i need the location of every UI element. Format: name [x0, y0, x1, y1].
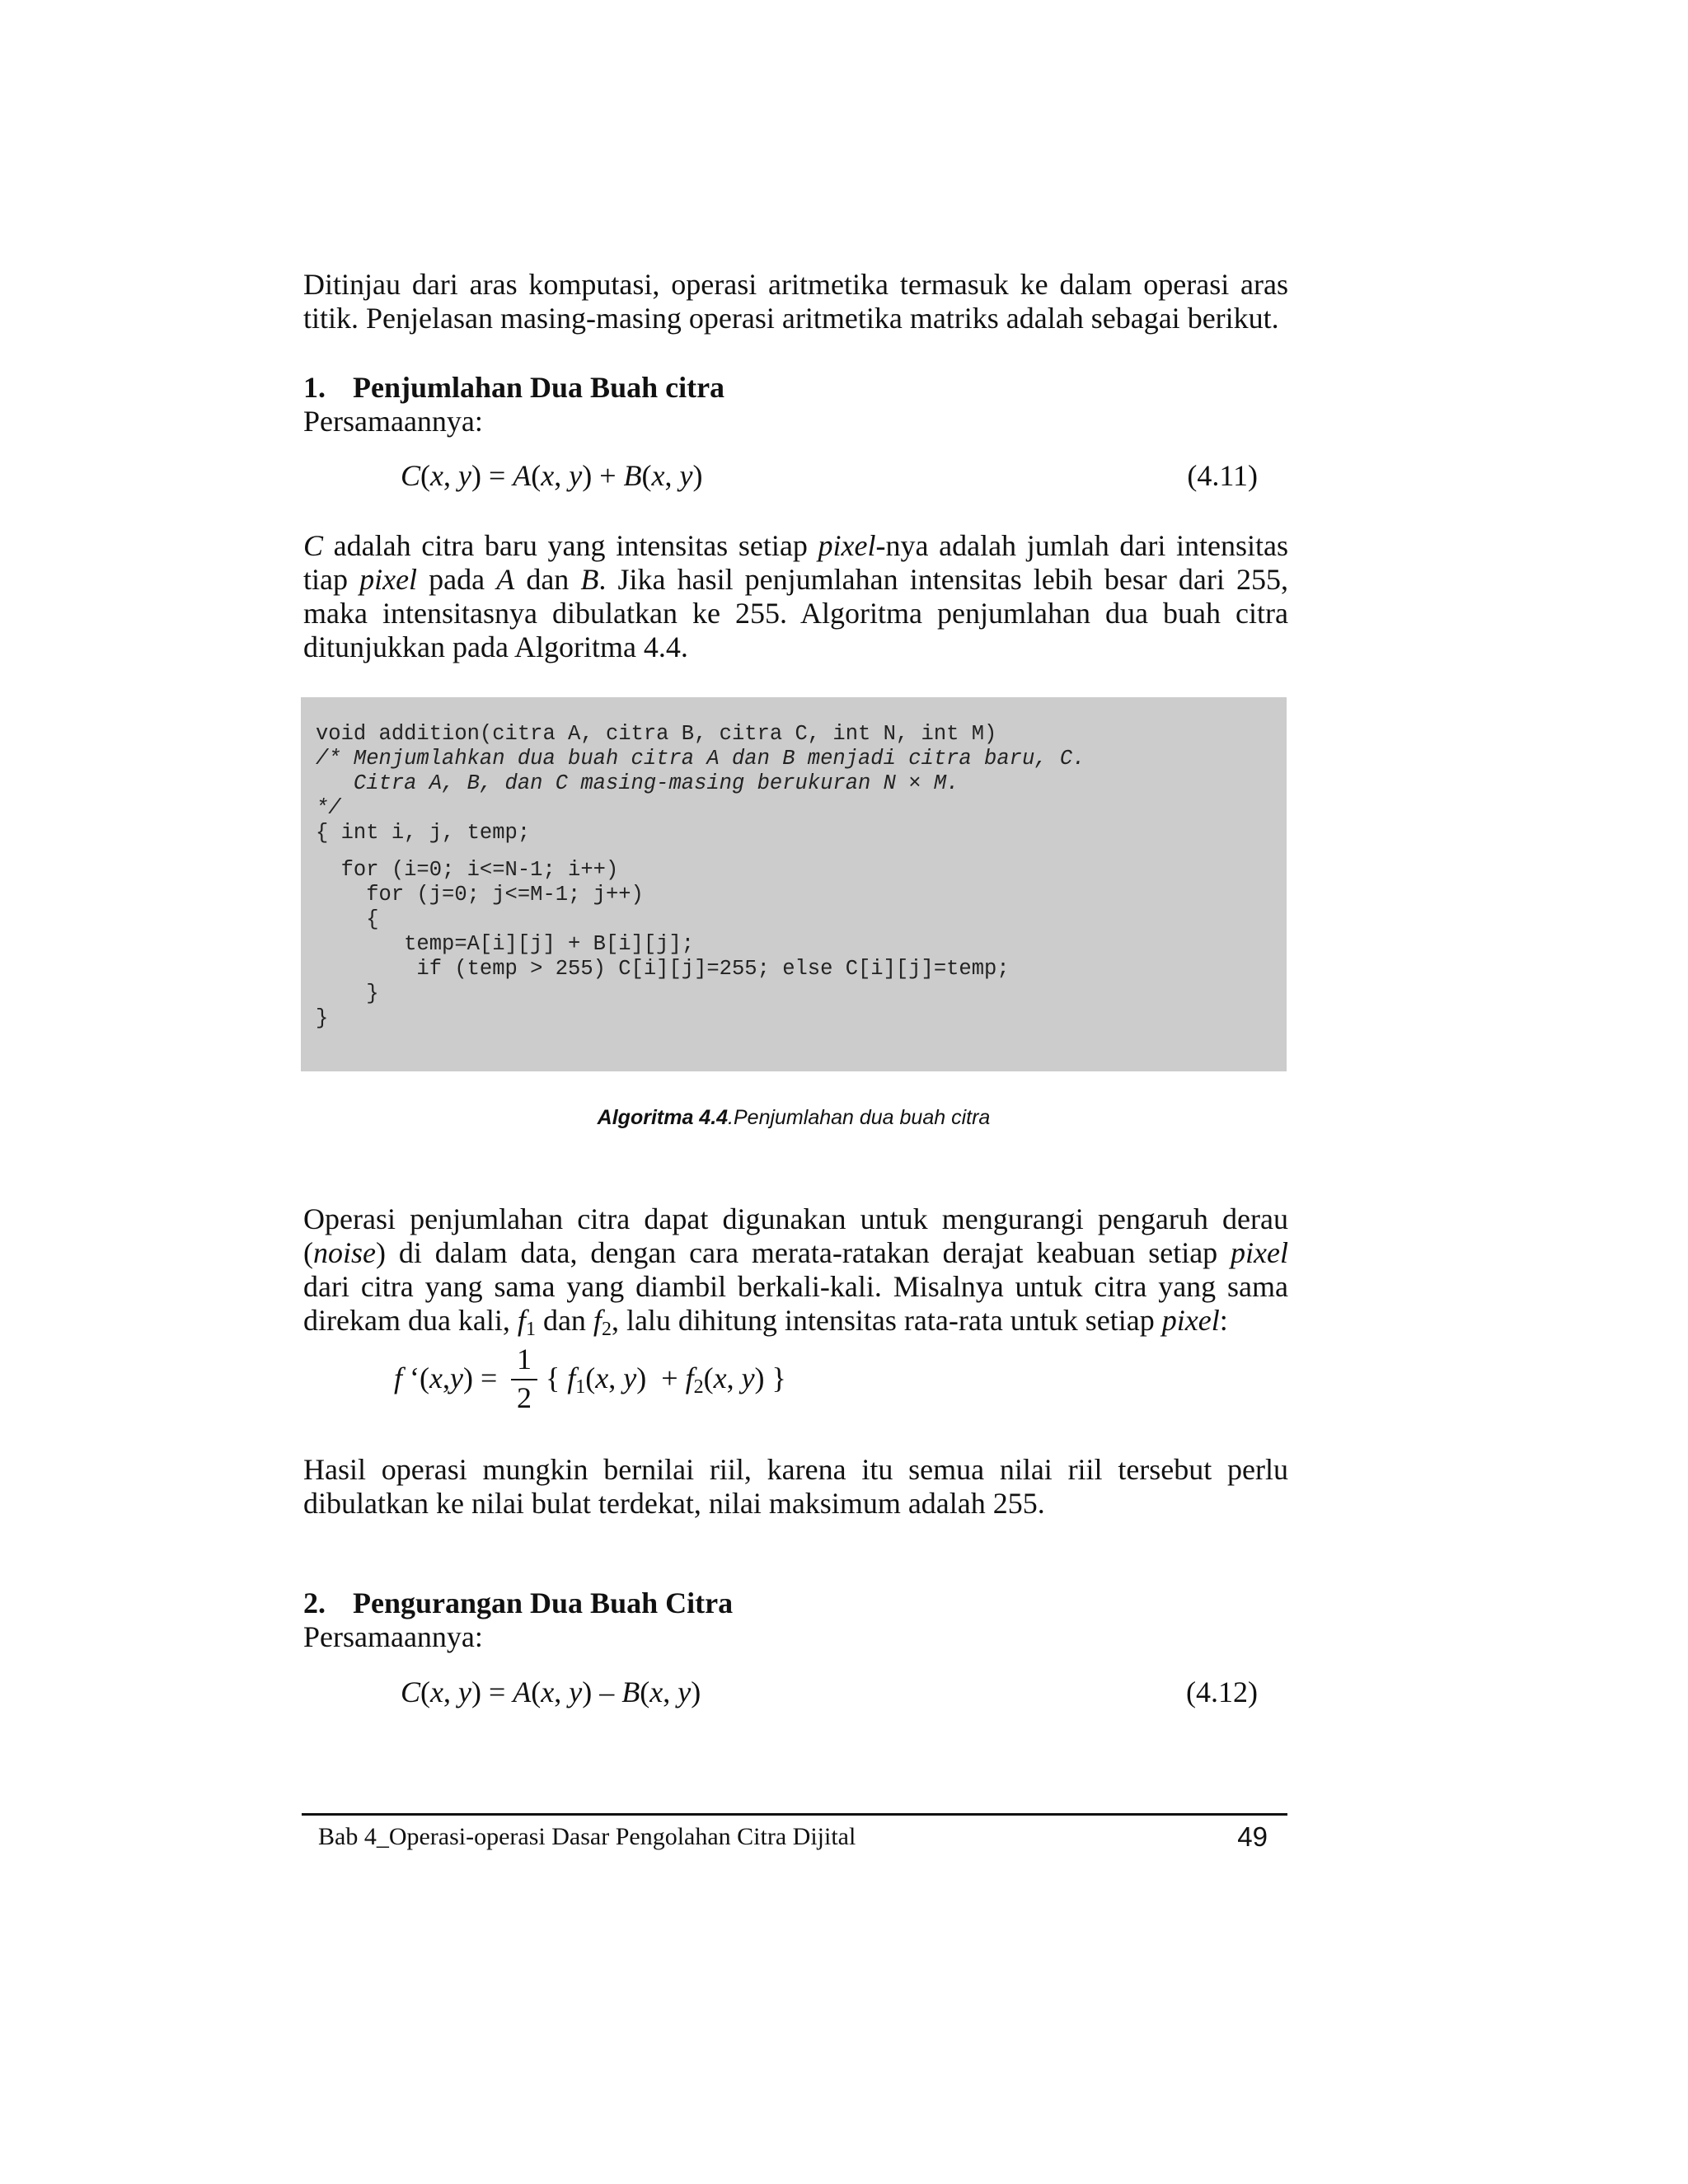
code-line: for (i=0; i<=N-1; i++): [316, 858, 619, 882]
section-1-para-line-2: tiap pixel pada A dan B. Jika hasil penjumlahan intensitas lebih besar dari 255,: [303, 563, 1288, 596]
algorithm-code: [316, 722, 1085, 1031]
intro-paragraph: [303, 268, 1288, 335]
code-line: if (temp > 255) C[i][j]=255; else C[i][j]=temp;: [316, 957, 1010, 981]
caption-label: Algoritma 4.4: [597, 1106, 729, 1129]
noise-para-line-4: direkam dua kali, $f_1$ dan $f_2$, lalu dihitung intensitas rata-rata untuk setiap pixel:: [303, 1304, 1228, 1340]
code-comment-line: Citra A, B, dan C masing-masing berukuran N × M.: [316, 771, 959, 795]
section-2-number: 2.: [303, 1586, 326, 1619]
section-1-title: Penjumlahan Dua Buah citra: [353, 371, 725, 404]
intro-line-2: titik. Penjelasan masing-masing operasi aritmetika matriks adalah sebagai berikut.: [303, 302, 1279, 335]
fraction-bar: [511, 1379, 537, 1380]
noise-para-line-2: (noise) di dalam data, dengan cara merata-ratakan derajat keabuan setiap pixel: [303, 1236, 1288, 1269]
equation-4-12: [401, 1675, 1258, 1709]
equation-4-11-formula: C(x, y) = A(x, y) + B(x, y): [401, 459, 703, 492]
code-line: }: [316, 1006, 329, 1030]
noise-para-line-1: Operasi penjumlahan citra dapat digunakan untuk mengurangi pengaruh derau: [303, 1202, 1288, 1235]
real-value-paragraph: [303, 1453, 1288, 1521]
fraction-denominator: 2: [517, 1381, 532, 1414]
section-1-persamaan-label: Persamaannya:: [303, 405, 483, 438]
noise-paragraph: [303, 1202, 1288, 1338]
code-line: {: [316, 907, 379, 931]
average-formula-rhs: { $f_1(x$, $y) + f_2(x$, y) }: [546, 1361, 786, 1398]
code-line: temp=A[i][j] + B[i][j];: [316, 932, 695, 956]
code-line: { int i, j, temp;: [316, 821, 531, 845]
equation-4-12-formula: C(x, y) = A(x, y) – B(x, y): [401, 1675, 701, 1708]
code-comment-line: */: [316, 796, 341, 820]
algorithm-code-box: [301, 697, 1287, 1071]
section-2-persamaan-label: Persamaannya:: [303, 1620, 483, 1653]
average-formula-fraction: [511, 1343, 537, 1413]
section-1-paragraph: [303, 529, 1288, 664]
code-line: for (j=0; j<=M-1; j++): [316, 883, 644, 907]
footer-rule: [302, 1813, 1287, 1816]
section-2: [303, 1586, 1288, 1654]
equation-4-12-number: (4.12): [1186, 1675, 1258, 1708]
fraction-numerator: 1: [517, 1343, 532, 1376]
section-1-para-line-3: maka intensitasnya dibulatkan ke 255. Algoritma penjumlahan dua buah citra: [303, 597, 1288, 630]
equation-4-11: [401, 459, 1258, 493]
section-1: [303, 371, 1288, 438]
footer-page-number: 49: [1237, 1821, 1268, 1852]
code-comment-line: /* Menjumlahkan dua buah citra A dan B menjadi citra baru, C.: [316, 747, 1085, 771]
section-2-heading: [303, 1586, 1288, 1620]
section-2-title: Pengurangan Dua Buah Citra: [353, 1586, 734, 1619]
intro-line-1: Ditinjau dari aras komputasi, operasi aritmetika termasuk ke dalam operasi aras: [303, 268, 1288, 301]
section-1-heading: [303, 371, 1288, 405]
code-line: void addition(citra A, citra B, citra C, int N, int M): [316, 722, 997, 746]
equation-4-11-number: (4.11): [1187, 459, 1258, 492]
section-1-para-line-4: ditunjukkan pada Algoritma 4.4.: [303, 630, 688, 663]
algorithm-caption: [301, 1105, 1287, 1130]
section-1-para-line-1: C adalah citra baru yang intensitas setiap pixel-nya adalah jumlah dari intensitas: [303, 529, 1288, 562]
caption-text: .Penjumlahan dua buah citra: [728, 1106, 991, 1129]
footer-chapter-title: Bab 4_Operasi-operasi Dasar Pengolahan Citra Dijital: [318, 1823, 856, 1850]
noise-para-line-3: dari citra yang sama yang diambil berkali-kali. Misalnya untuk citra yang sama: [303, 1270, 1288, 1303]
section-1-number: 1.: [303, 371, 326, 404]
code-line: }: [316, 982, 379, 1005]
real-para-line-2: dibulatkan ke nilai bulat terdekat, nilai maksimum adalah 255.: [303, 1487, 1045, 1520]
real-para-line-1: Hasil operasi mungkin bernilai riil, karena itu semua nilai riil tersebut perlu: [303, 1453, 1288, 1486]
average-formula-lhs: f ‘(x,y) =: [394, 1361, 498, 1394]
